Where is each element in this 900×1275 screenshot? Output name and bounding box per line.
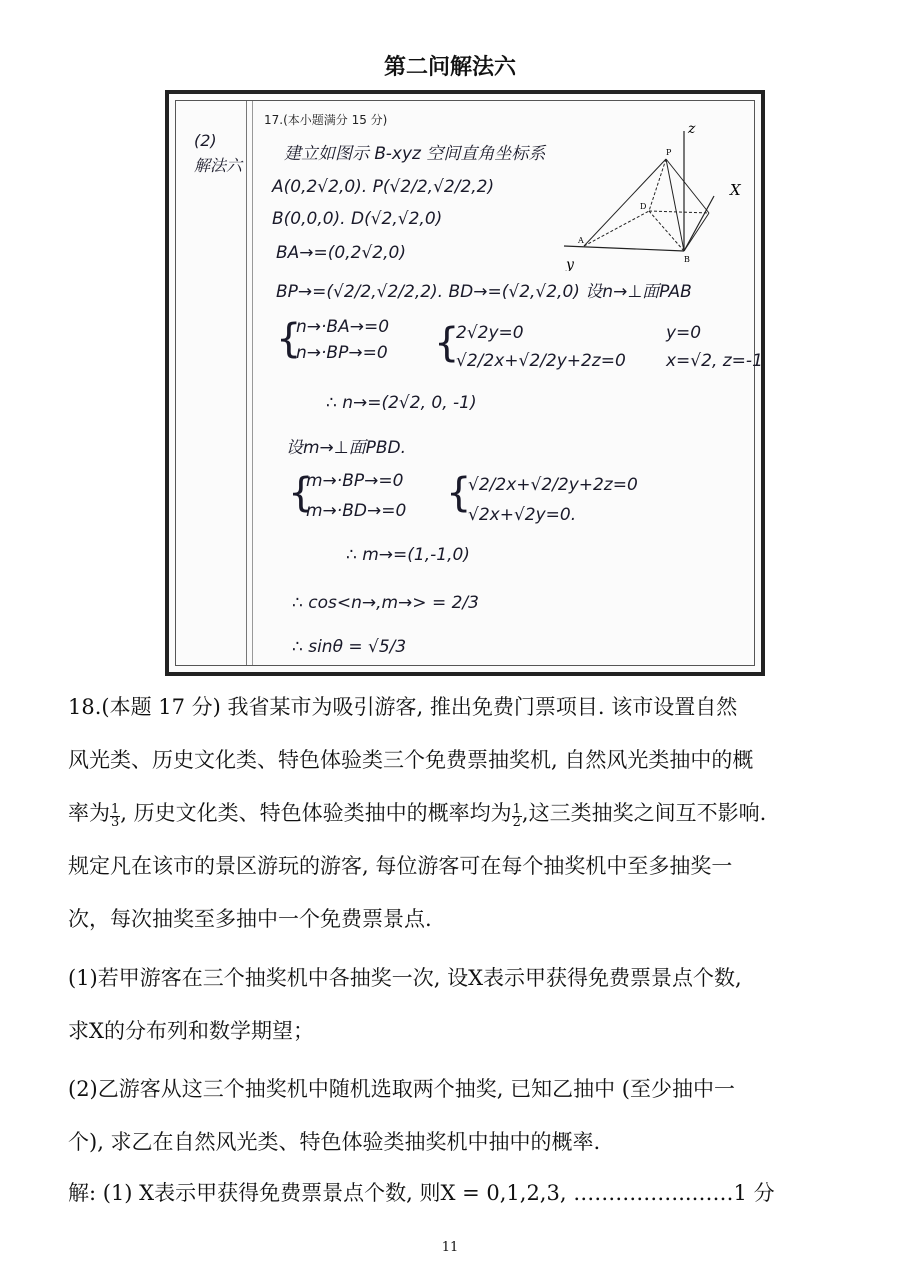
hw-line-7: n→·BP→=0 xyxy=(296,343,388,363)
label-b: B xyxy=(684,255,690,264)
problem-line-5: 次，每次抽奖至多抽中一个免费票景点. xyxy=(68,907,432,931)
hw-line-1: 建立如图示 B-xyz 空间直角坐标系 xyxy=(284,144,546,164)
scan-frame xyxy=(175,100,763,666)
solution-line-1: 解: (1) X表示甲获得免费票景点个数, 则X = 0,1,2,3, ……………..……1 分 xyxy=(68,1181,775,1205)
frac1-denominator: 3 xyxy=(111,814,120,830)
question-2-line-1: (2)乙游客从这三个抽奖机中随机选取两个抽奖, 已知乙抽中 (至少抽中一 xyxy=(68,1077,735,1101)
hw-line-13: 设m→⊥面PBD. xyxy=(286,438,407,458)
hw-line-8: 2√2y=0 xyxy=(456,323,524,343)
frac2-numerator: 1 xyxy=(512,801,521,817)
question-2-line-2: 个), 求乙在自然风光类、特色体验类抽奖机中抽中的概率. xyxy=(68,1130,601,1154)
hw-line-12: ∴ n→=(2√2, 0, -1) xyxy=(326,393,477,413)
y-axis xyxy=(564,246,684,251)
label-a: A xyxy=(578,236,584,245)
hw-line-17: √2x+√2y=0. xyxy=(468,505,577,525)
edge-pc xyxy=(666,159,709,213)
fraction-one-half xyxy=(512,801,522,830)
hw-line-14: m→·BP→=0 xyxy=(306,471,404,491)
brace-3: { xyxy=(288,470,314,516)
side-note-method: 解法六 xyxy=(194,156,243,175)
label-y: y xyxy=(566,257,574,271)
problem-line-2: 风光类、历史文化类、特色体验类三个免费票抽奖机, 自然风光类抽中的概 xyxy=(68,748,754,772)
hw-line-10: y=0 xyxy=(666,323,702,343)
problem-line-3 xyxy=(68,803,858,829)
margin-rule-inner xyxy=(252,101,253,665)
hw-line-11: x=√2, z=-1 xyxy=(666,351,763,371)
edge-dc xyxy=(649,211,709,213)
p3-part-b: , 历史文化类、特色体验类抽中的概率均为 xyxy=(120,801,512,825)
label-z: z xyxy=(688,121,696,137)
edge-pb xyxy=(666,159,684,251)
edge-cb xyxy=(684,213,709,251)
brace-2: { xyxy=(434,320,460,366)
label-d: D xyxy=(640,202,647,211)
page-number: 11 xyxy=(441,1240,459,1255)
margin-rule xyxy=(246,101,247,665)
problem-line-4: 规定凡在该市的景区游玩的游客, 每位游客可在每个抽奖机中至多抽奖一 xyxy=(68,854,733,878)
hw-line-20: ∴ sinθ = √5/3 xyxy=(292,637,407,657)
edge-pa xyxy=(584,159,666,246)
p3-part-a: 率为 xyxy=(68,801,110,825)
hw-line-9: √2/2x+√2/2y+2z=0 xyxy=(456,351,626,371)
hw-line-19: ∴ cos<n→,m→> = 2/3 xyxy=(292,593,479,613)
frac2-denominator: 2 xyxy=(512,814,521,830)
fraction-one-third xyxy=(110,801,120,830)
handwritten-solution-scan xyxy=(165,90,765,676)
pyramid-figure xyxy=(554,121,764,271)
brace-4: { xyxy=(446,470,472,516)
hw-line-18: ∴ m→=(1,-1,0) xyxy=(346,545,470,565)
hw-line-5: BP→=(√2/2,√2/2,2). BD→=(√2,√2,0) 设n→⊥面PAB xyxy=(276,282,692,302)
hw-line-6: n→·BA→=0 xyxy=(296,317,390,337)
edge-db xyxy=(649,211,684,251)
question-1-line-1: (1)若甲游客在三个抽奖机中各抽奖一次, 设X表示甲获得免费票景点个数, xyxy=(68,966,742,990)
hw-line-4: BA→=(0,2√2,0) xyxy=(276,243,406,263)
page-title: 第二问解法六 xyxy=(383,55,516,80)
frac1-numerator: 1 xyxy=(111,801,120,817)
p3-part-c: ,这三类抽奖之间互不影响. xyxy=(521,801,767,825)
side-note-part: (2) xyxy=(194,131,217,150)
problem-header: 17.(本小题满分 15 分) xyxy=(264,113,388,127)
label-x: X xyxy=(730,181,741,199)
problem-line-1: 18.(本题 17 分) 我省某市为吸引游客, 推出免费门票项目. 该市设置自然 xyxy=(68,695,738,719)
hw-line-3: B(0,0,0). D(√2,√2,0) xyxy=(272,209,443,229)
hw-line-2: A(0,2√2,0). P(√2/2,√2/2,2) xyxy=(272,177,495,197)
x-axis xyxy=(684,196,714,251)
hw-line-15: m→·BD→=0 xyxy=(306,501,407,521)
edge-ad xyxy=(584,211,649,246)
brace-1: { xyxy=(276,316,302,362)
label-p: P xyxy=(666,148,672,157)
hw-line-16: √2/2x+√2/2y+2z=0 xyxy=(468,475,638,495)
question-1-line-2: 求X的分布列和数学期望； xyxy=(68,1019,314,1043)
edge-pd xyxy=(649,159,666,211)
